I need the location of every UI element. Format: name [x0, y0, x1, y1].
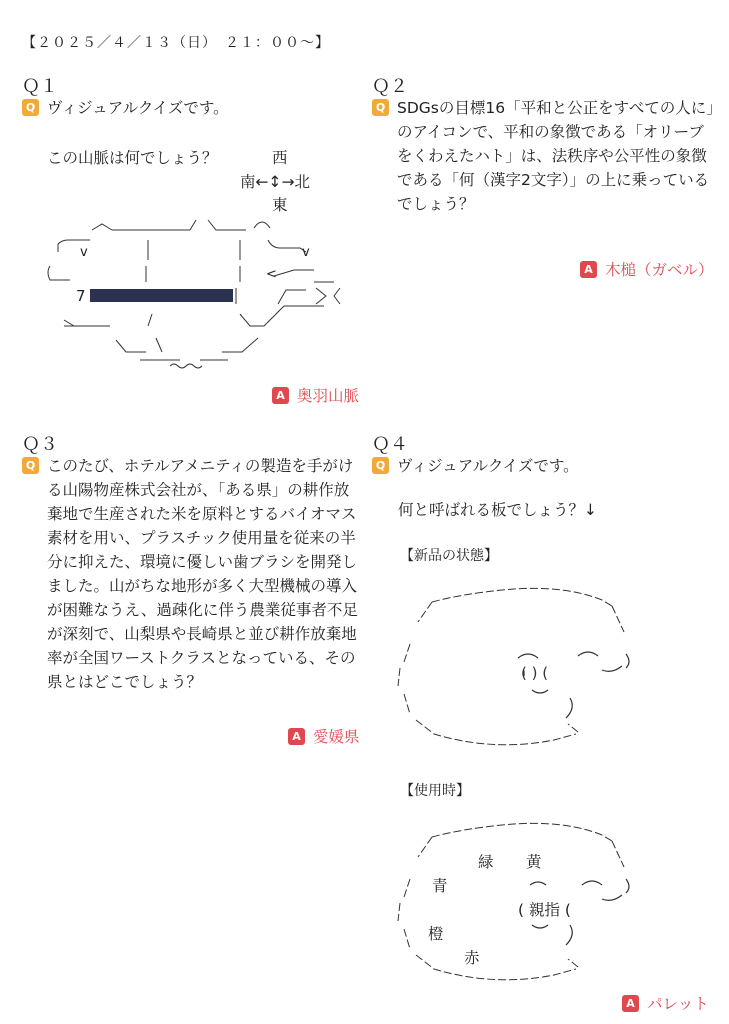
q4-a-badge: A [622, 995, 639, 1012]
color-green: 緑 [478, 853, 494, 871]
compass-row [240, 170, 310, 194]
q4-q-badge: Q [372, 457, 389, 474]
q1-a-badge: A [272, 387, 289, 404]
thumb-label: ( 親指 ( [518, 901, 571, 919]
q4-number: Ｑ４ [372, 434, 408, 455]
q2-question: SDGsの目標16「平和と公正をすべての人に」のアイコンで、平和の象徴である「オリーブをくわえたハト」は、法秩序や公平性の象徴である「何（漢字2文字）」の上に乗っているでしょう？ [397, 99, 715, 213]
compass-north: 北 [294, 173, 310, 191]
q3-answer-text: 愛媛県 [313, 728, 360, 746]
svg-text:v: v [80, 245, 88, 260]
svg-text:v: v [302, 245, 310, 260]
compass-west: 西 [272, 149, 288, 167]
q3-number: Ｑ３ [22, 434, 58, 455]
q3-question: このたび、ホテルアメニティの製造を手がける山陽物産株式会社が、「ある県」の耕作放棄地で生産された米を原料とするバイオマス素材を用い、プラスチック使用量を従来の半分に抑えた、環境に優しい歯ブラシを開発しました。山がちな地形が多く大型機械の導入が困難なうえ、過疎化に伴う農業従事者不足が深刻で、山梨県や長崎県と並び耕作放棄地率が全国ワーストクラスとなっている、その県とはどこでしょう？ [47, 457, 358, 691]
q2-q-badge: Q [372, 99, 389, 116]
q2-number: Ｑ２ [372, 76, 408, 97]
color-red: 赤 [464, 949, 480, 967]
color-orange: 橙 [428, 925, 444, 943]
compass-south: 南 [240, 173, 256, 191]
svg-text:( ) (: ( ) ( [521, 664, 549, 682]
q3-question-line [22, 454, 358, 694]
q3-answer [288, 725, 360, 747]
q1-answer [272, 384, 359, 406]
date-header: 【２０２５／４／１３（日） ２１：００～】 [22, 35, 330, 51]
q1-answer-text: 奥羽山脈 [297, 387, 360, 405]
compass-arrows: ←↕→ [255, 173, 295, 191]
q2-a-badge: A [580, 261, 597, 278]
svg-text:<: < [266, 267, 277, 282]
q1-sub-question: この山脈は何でしょう？ [47, 149, 218, 167]
q4-question-line [372, 454, 579, 478]
q4-answer-text: パレット [647, 995, 709, 1013]
q4-new-label: 【新品の状態】 [400, 548, 498, 564]
q2-question-line [372, 96, 717, 216]
q1-number: Ｑ１ [22, 76, 58, 97]
q3-q-badge: Q [22, 457, 39, 474]
q4-new-palette-art [392, 580, 652, 750]
color-yellow: 黄 [526, 853, 542, 871]
q3-a-badge: A [288, 728, 305, 745]
q4-used-label: 【使用時】 [400, 783, 470, 799]
q4-question: ヴィジュアルクイズです。 [397, 457, 579, 475]
q4-answer [622, 992, 709, 1014]
q2-answer [580, 258, 714, 280]
q4-sub-question: 何と呼ばれる板でしょう？↓ [398, 501, 597, 519]
compass-east: 東 [272, 196, 288, 214]
q2-answer-text: 木槌（ガベル） [605, 261, 714, 279]
q1-question: ヴィジュアルクイズです。 [47, 99, 229, 117]
q1-question-line [22, 96, 229, 120]
q1-q-badge: Q [22, 99, 39, 116]
svg-text:7: 7 [76, 287, 86, 305]
q1-mountain-ascii-art [40, 200, 360, 375]
color-blue: 青 [432, 877, 448, 895]
